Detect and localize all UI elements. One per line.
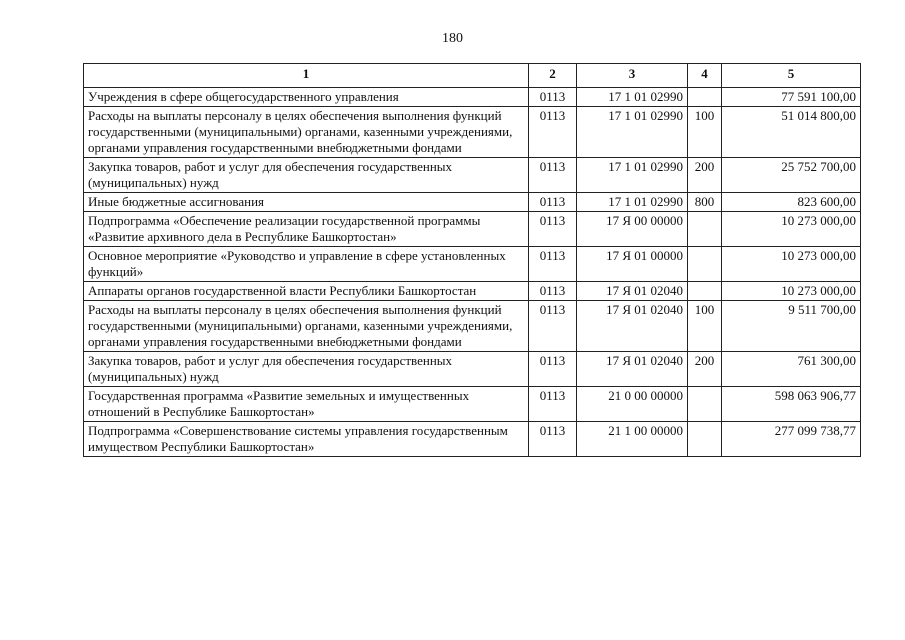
- row-section: 0113: [529, 158, 577, 193]
- row-name: Иные бюджетные ассигнования: [84, 193, 529, 212]
- header-col-2: 2: [529, 64, 577, 88]
- row-amount: 823 600,00: [722, 193, 861, 212]
- row-code: 17 1 01 02990: [577, 158, 688, 193]
- header-col-4: 4: [688, 64, 722, 88]
- table-row: [84, 212, 861, 247]
- table-row: [84, 88, 861, 107]
- row-name: Аппараты органов государственной власти Республики Башкортостан: [84, 282, 529, 301]
- row-code: 21 1 00 00000: [577, 422, 688, 457]
- row-name: Подпрограмма «Совершенствование системы управления государственным имуществом Республики Башкортостан»: [84, 422, 529, 457]
- row-name: Расходы на выплаты персоналу в целях обеспечения выполнения функций государственными (муниципальными) органами, казенными учреждениями, органами управления государственными внебюджетными фондами: [84, 107, 529, 158]
- row-amount: 10 273 000,00: [722, 247, 861, 282]
- row-type: 200: [688, 158, 722, 193]
- row-name: Закупка товаров, работ и услуг для обеспечения государственных (муниципальных) нужд: [84, 158, 529, 193]
- table-row: [84, 352, 861, 387]
- row-section: 0113: [529, 282, 577, 301]
- row-type: [688, 422, 722, 457]
- row-name: Подпрограмма «Обеспечение реализации государственной программы «Развитие архивного дела в Республике Башкортостан»: [84, 212, 529, 247]
- row-type: [688, 88, 722, 107]
- row-type: 100: [688, 301, 722, 352]
- row-code: 17 Я 01 02040: [577, 282, 688, 301]
- row-amount: 77 591 100,00: [722, 88, 861, 107]
- table-row: [84, 158, 861, 193]
- row-type: 100: [688, 107, 722, 158]
- table-row: [84, 301, 861, 352]
- table-row: [84, 193, 861, 212]
- row-type: [688, 247, 722, 282]
- row-section: 0113: [529, 387, 577, 422]
- row-section: 0113: [529, 212, 577, 247]
- row-amount: 25 752 700,00: [722, 158, 861, 193]
- row-name: Закупка товаров, работ и услуг для обеспечения государственных (муниципальных) нужд: [84, 352, 529, 387]
- row-section: 0113: [529, 88, 577, 107]
- table-row: [84, 247, 861, 282]
- row-code: 17 1 01 02990: [577, 193, 688, 212]
- row-type: [688, 212, 722, 247]
- row-section: 0113: [529, 352, 577, 387]
- row-amount: 51 014 800,00: [722, 107, 861, 158]
- row-code: 17 Я 00 00000: [577, 212, 688, 247]
- row-code: 17 1 01 02990: [577, 88, 688, 107]
- row-amount: 10 273 000,00: [722, 212, 861, 247]
- row-type: 200: [688, 352, 722, 387]
- row-type: [688, 387, 722, 422]
- header-col-3: 3: [577, 64, 688, 88]
- row-amount: 9 511 700,00: [722, 301, 861, 352]
- row-section: 0113: [529, 193, 577, 212]
- row-section: 0113: [529, 247, 577, 282]
- row-code: 17 Я 01 02040: [577, 301, 688, 352]
- row-name: Расходы на выплаты персоналу в целях обеспечения выполнения функций государственными (муниципальными) органами, казенными учреждениями, органами управления государственными внебюджетными фондами: [84, 301, 529, 352]
- table-row: [84, 422, 861, 457]
- header-col-1: 1: [84, 64, 529, 88]
- table-row: [84, 282, 861, 301]
- row-section: 0113: [529, 422, 577, 457]
- row-amount: 10 273 000,00: [722, 282, 861, 301]
- row-amount: 598 063 906,77: [722, 387, 861, 422]
- row-amount: 761 300,00: [722, 352, 861, 387]
- row-type: [688, 282, 722, 301]
- budget-table: [83, 63, 861, 457]
- table-row: [84, 387, 861, 422]
- row-name: Государственная программа «Развитие земельных и имущественных отношений в Республике Башкортостан»: [84, 387, 529, 422]
- row-code: 17 1 01 02990: [577, 107, 688, 158]
- row-code: 17 Я 01 00000: [577, 247, 688, 282]
- row-code: 17 Я 01 02040: [577, 352, 688, 387]
- row-section: 0113: [529, 107, 577, 158]
- row-name: Основное мероприятие «Руководство и управление в сфере установленных функций»: [84, 247, 529, 282]
- row-amount: 277 099 738,77: [722, 422, 861, 457]
- header-row: [84, 64, 861, 88]
- row-code: 21 0 00 00000: [577, 387, 688, 422]
- header-col-5: 5: [722, 64, 861, 88]
- table-row: [84, 107, 861, 158]
- row-type: 800: [688, 193, 722, 212]
- row-name: Учреждения в сфере общегосударственного управления: [84, 88, 529, 107]
- row-section: 0113: [529, 301, 577, 352]
- page-number: 180: [442, 31, 463, 46]
